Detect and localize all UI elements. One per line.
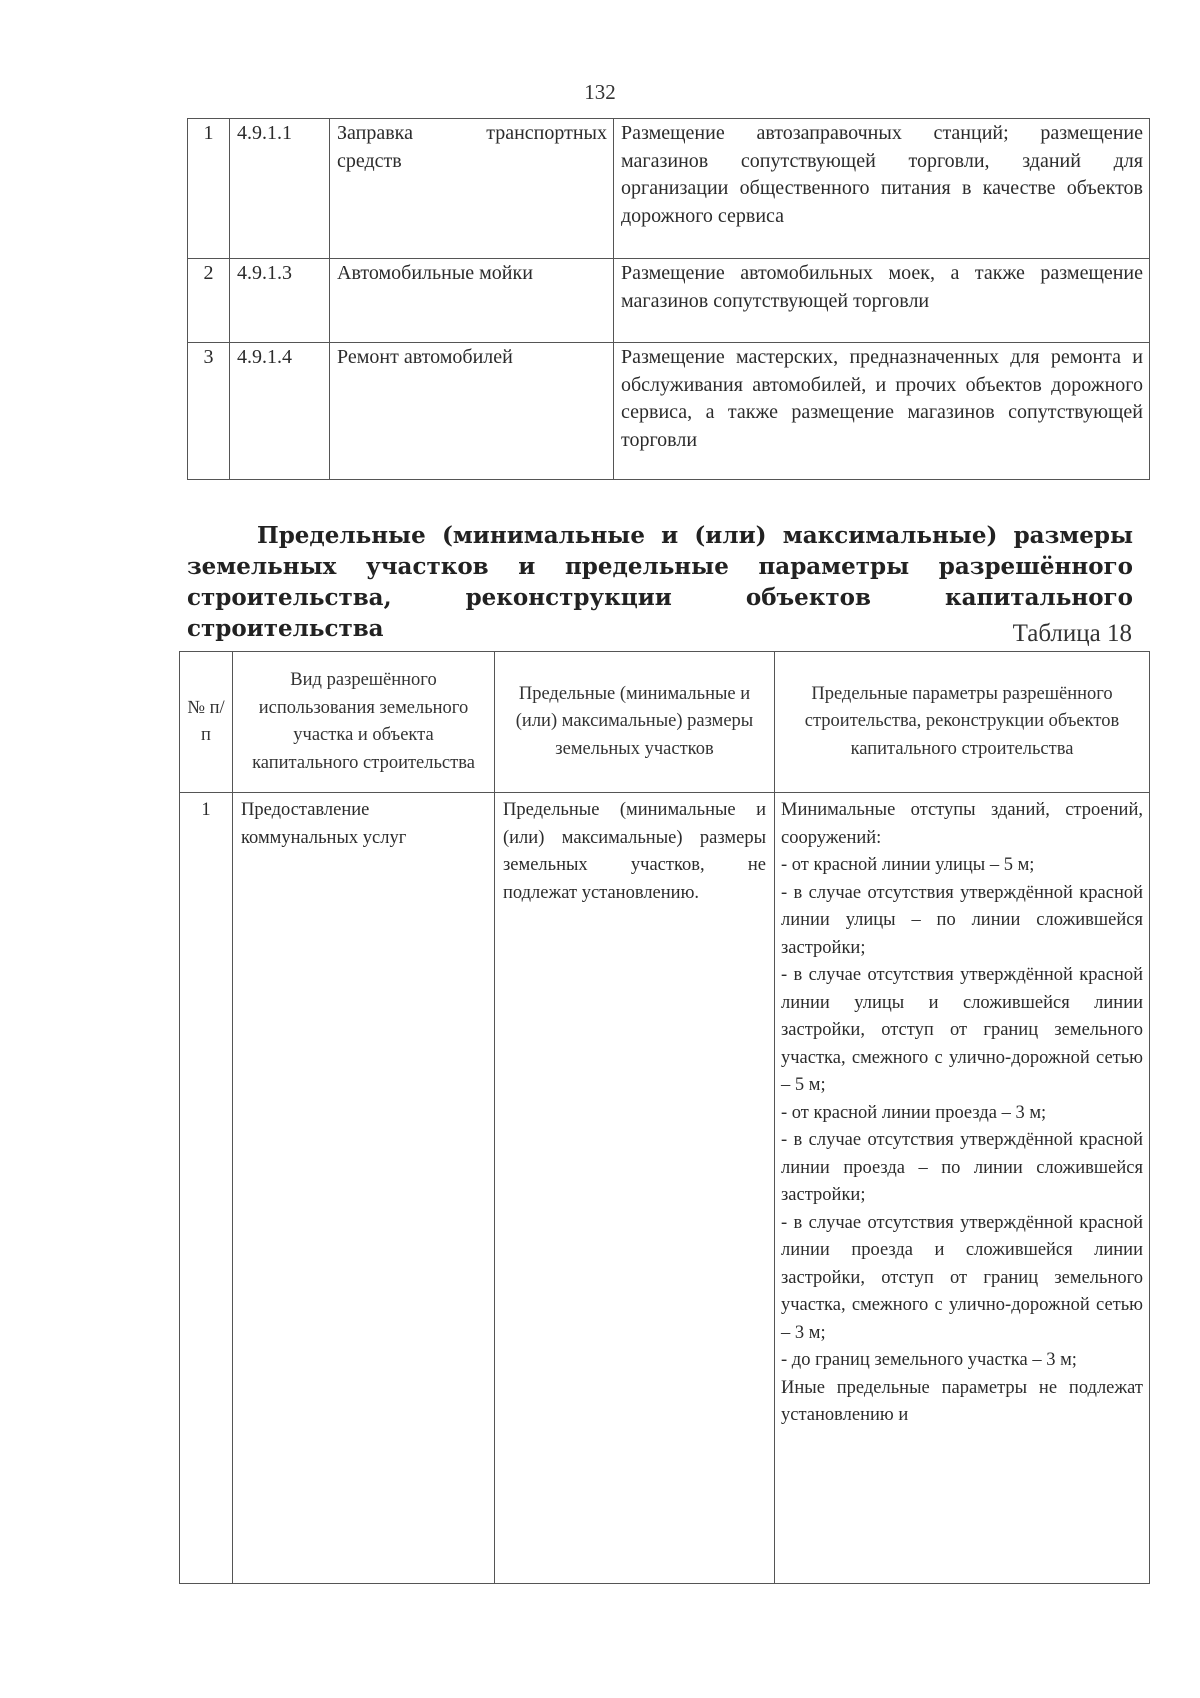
- param-line: - в случае отсутствия утверждённой красной линии проезда – по линии сложившейся застройки;: [781, 1130, 1143, 1205]
- row-params: [775, 793, 1150, 1584]
- row-name: Заправка транспортных средств: [330, 119, 614, 259]
- row-code: 4.9.1.1: [230, 119, 330, 259]
- row-description: Размещение мастерских, предназначенных для ремонта и обслуживания автомобилей, и прочих объектов дорожного сервиса, а также размещение магазинов сопутствующей торговли: [614, 343, 1150, 480]
- section-heading: Предельные (минимальные и (или) максимальные) размеры земельных участков и предельные параметры разрешённого строительства, реконструкции объектов капитального строительства: [187, 522, 1133, 642]
- limits-table: [179, 651, 1150, 1584]
- table-caption: Таблица 18: [1012, 620, 1132, 647]
- column-header-params: Предельные параметры разрешённого строительства, реконструкции объектов капитального строительства: [775, 652, 1150, 793]
- param-line: - в случае отсутствия утверждённой красной линии улицы и сложившейся линии застройки, отступ от границ земельного участка, смежного с улично-дорожной сетью – 5 м;: [781, 965, 1143, 1095]
- row-name: Ремонт автомобилей: [330, 343, 614, 480]
- param-line: - от красной линии проезда – 3 м;: [781, 1102, 1047, 1123]
- row-index: 2: [188, 259, 230, 343]
- param-line: - в случае отсутствия утверждённой красной линии улицы – по линии сложившейся застройки;: [781, 882, 1143, 958]
- column-header-use-type: Вид разрешённого использования земельного участка и объекта капитального строительства: [233, 652, 495, 793]
- row-use-type: Предоставление коммунальных услуг: [233, 793, 495, 1584]
- row-index: 3: [188, 343, 230, 480]
- row-code: 4.9.1.4: [230, 343, 330, 480]
- table-header-row: [180, 652, 1150, 793]
- row-plot-sizes: Предельные (минимальные и (или) максимальные) размеры земельных участков, не подлежат установлению.: [495, 793, 775, 1584]
- column-header-plot-sizes: Предельные (минимальные и (или) максимальные) размеры земельных участков: [495, 652, 775, 793]
- row-index: 1: [180, 793, 233, 1584]
- param-line: - до границ земельного участка – 3 м;: [781, 1350, 1077, 1370]
- row-name: Автомобильные мойки: [330, 259, 614, 343]
- param-line: Иные предельные параметры не подлежат установлению и: [781, 1377, 1143, 1425]
- table-row: [188, 119, 1150, 259]
- param-line: - от красной линии улицы – 5 м;: [781, 855, 1035, 875]
- table-row: [188, 259, 1150, 343]
- row-index: 1: [188, 119, 230, 259]
- table-row: [180, 793, 1150, 1584]
- param-line: - в случае отсутствия утверждённой красной линии проезда и сложившейся линии застройки, отступ от границ земельного участка, смежного с улично-дорожной сетью – 3 м;: [781, 1212, 1143, 1343]
- row-description: Размещение автозаправочных станций; размещение магазинов сопутствующей торговли, зданий для организации общественного питания в качестве объектов дорожного сервиса: [614, 119, 1150, 259]
- row-description: Размещение автомобильных моек, а также размещение магазинов сопутствующей торговли: [614, 259, 1150, 343]
- permitted-uses-table: [187, 118, 1150, 480]
- column-header-index: № п/п: [180, 652, 233, 793]
- table-row: [188, 343, 1150, 480]
- param-line: Минимальные отступы зданий, строений, сооружений:: [781, 800, 1143, 848]
- page-number: 132: [584, 80, 616, 104]
- row-code: 4.9.1.3: [230, 259, 330, 343]
